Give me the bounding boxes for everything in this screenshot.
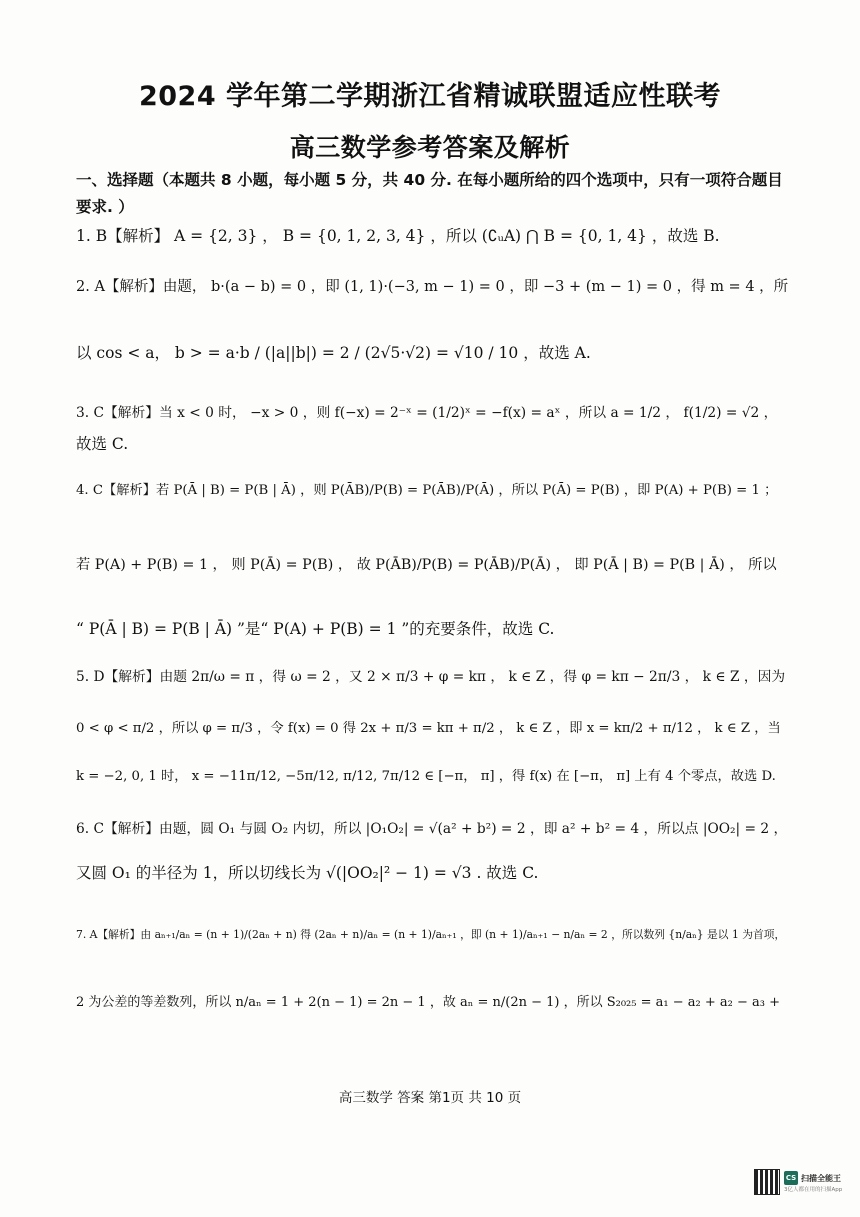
page-footer: 高三数学 答案 第1页 共 10 页 [338,1090,522,1106]
answer-line-7: 若 P(A) + P(B) = 1 ， 则 P(Ā) = P(B) ， 故 P(ĀB)/P(B) = P(ĀB)/P(Ā) ， 即 P(Ā | B) = P(B | Ā) ， 所以 [76,557,777,573]
answer-line-12: 6. C【解析】由题，圆 O₁ 与圆 O₂ 内切，所以 |O₁O₂| = √(a² + b²) = 2 ，即 a² + b² = 4 ，所以点 |OO₂| = 2 ， [76,821,788,837]
answer-line-5: 故选 C. [76,435,129,453]
answer-line-2: 2. A【解析】由题， b·(a − b) = 0 ，即 (1, 1)·(−3, m − 1) = 0 ，即 −3 + (m − 1) = 0 ，得 m = 4 ，所 [76,279,789,295]
watermark-title: 扫描全能王 [801,1173,841,1183]
answer-line-11: k = −2, 0, 1 时， x = −11π/12, −5π/12, π/12, 7π/12 ∈ [−π， π] ，得 f(x) 在 [−π， π] 上有 4 个零点，故选 D. [76,769,776,784]
answer-line-10: 0 < φ < π/2 ，所以 φ = π/3 ，令 f(x) = 0 得 2x + π/3 = kπ + π/2 ， k ∈ Z ，即 x = kπ/2 + π/12 ， k ∈ Z ，当 [76,721,781,736]
answer-line-6: 4. C【解析】若 P(Ā | B) = P(B | Ā) ，则 P(ĀB)/P(B) = P(ĀB)/P(Ā) ，所以 P(Ā) = P(B) ，即 P(A) + P(B) = 1 ； [76,483,778,498]
document-title: 2024 学年第二学期浙江省精诚联盟适应性联考 [138,81,722,112]
answer-line-3: 以 cos < a， b > = a·b / (|a||b|) = 2 / (2√5·√2) = √10 / 10 ，故选 A. [76,344,591,362]
qr-code-icon [754,1169,780,1195]
cs-logo-icon: CS [784,1171,798,1185]
answer-line-13: 又圆 O₁ 的半径为 1，所以切线长为 √(|OO₂|² − 1) = √3 . 故选 C. [76,864,539,882]
watermark-text [784,1171,842,1193]
watermark-subtitle: 3亿人都在用的扫描App [784,1187,843,1193]
answer-line-9: 5. D【解析】由题 2π/ω = π ，得 ω = 2 ，又 2 × π/3 + φ = kπ ， k ∈ Z ，得 φ = kπ − 2π/3 ， k ∈ Z ，因为 [76,669,786,685]
answer-line-4: 3. C【解析】当 x < 0 时， −x > 0 ，则 f(−x) = 2⁻ˣ = (1/2)ˣ = −f(x) = aˣ ，所以 a = 1/2 ， f(1/2) = √2 ， [76,405,778,421]
answer-line-15: 2 为公差的等差数列，所以 n/aₙ = 1 + 2(n − 1) = 2n − 1 ，故 aₙ = n/(2n − 1) ，所以 S₂₀₂₅ = a₁ − a₂ + a₂ − a₃ + [76,995,780,1010]
answer-line-1: 1. B【解析】 A = {2, 3} ， B = {0, 1, 2, 3, 4} ，所以 (∁ᵤA) ⋂ B = {0, 1, 4} ，故选 B. [76,227,720,245]
section-heading: 一、选择题（本题共 8 小题，每小题 5 分，共 40 分. 在每小题所给的四个选项中，只有一项符合题目要求. ） [76,171,783,216]
answer-line-14: 7. A【解析】由 aₙ₊₁/aₙ = (n + 1)/(2aₙ + n) 得 (2aₙ + n)/aₙ = (n + 1)/aₙ₊₁ ，即 (n + 1)/aₙ₊₁ − n/aₙ = 2 ，所以数列 {n/aₙ} 是以 1 为首项， [76,928,786,941]
document-subtitle: 高三数学参考答案及解析 [289,133,571,162]
scanner-watermark [754,1167,846,1197]
answer-line-8: “ P(Ā | B) = P(B | Ā) ”是“ P(A) + P(B) = 1 ”的充要条件，故选 C. [76,620,555,638]
